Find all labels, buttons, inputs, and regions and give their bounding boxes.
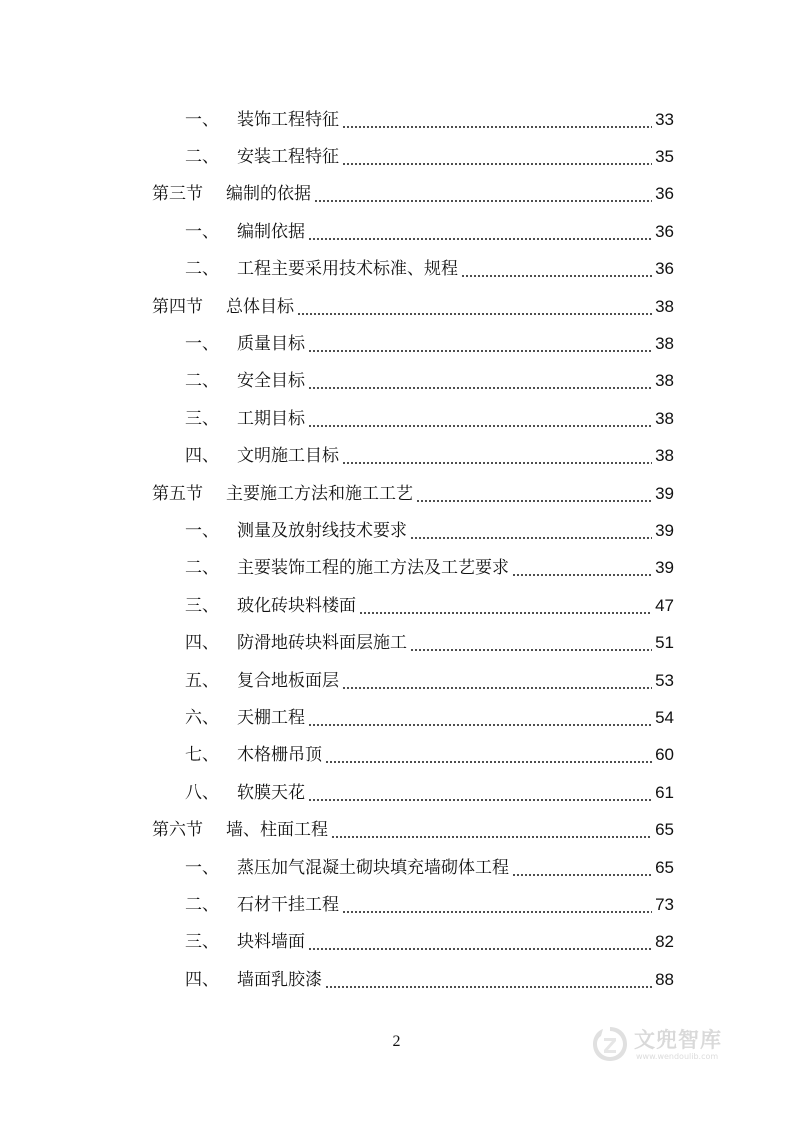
toc-entry-title: 块料墙面: [237, 932, 305, 953]
toc-entry-number: 四、: [185, 633, 219, 654]
toc-entry-title: 质量目标: [237, 334, 305, 355]
toc-entry-title: 测量及放射线技术要求: [237, 520, 407, 541]
toc-entry-number: 五、: [185, 670, 219, 691]
toc-entry-page: 38: [655, 371, 674, 391]
toc-entry[interactable]: [0, 475, 793, 512]
toc-entry-page: 53: [655, 670, 674, 690]
dot-leader: [308, 350, 652, 352]
toc-entry-page: 36: [655, 259, 674, 279]
watermark: [590, 1018, 760, 1073]
toc-entry-number: 二、: [185, 371, 219, 392]
dot-leader: [325, 761, 652, 763]
toc-entry-number: 三、: [185, 595, 219, 616]
toc-entry-title: 主要施工方法和施工工艺: [226, 483, 413, 504]
toc-entry-page: 38: [655, 446, 674, 466]
toc-entry[interactable]: [0, 849, 793, 886]
toc-entry-title: 防滑地砖块料面层施工: [237, 633, 407, 654]
toc-entry-page: 88: [655, 969, 674, 989]
toc-entry[interactable]: [0, 662, 793, 699]
toc-entry-number: 第五节: [152, 483, 203, 504]
toc-entry-title: 天棚工程: [237, 707, 305, 728]
dot-leader: [461, 275, 652, 277]
dot-leader: [410, 537, 652, 539]
toc-entry-page: 39: [655, 520, 674, 540]
table-of-contents: [0, 101, 793, 998]
toc-entry-title: 文明施工目标: [237, 446, 339, 467]
toc-entry[interactable]: [0, 325, 793, 362]
toc-entry-title: 木格栅吊顶: [237, 745, 322, 766]
toc-entry-number: 第六节: [152, 820, 203, 841]
toc-entry-page: 73: [655, 894, 674, 914]
toc-entry-number: 一、: [185, 520, 219, 541]
toc-entry-page: 36: [655, 184, 674, 204]
toc-entry[interactable]: [0, 138, 793, 175]
toc-entry-title: 总体目标: [226, 296, 294, 317]
toc-entry[interactable]: [0, 400, 793, 437]
dot-leader: [342, 687, 652, 689]
dot-leader: [416, 500, 652, 502]
toc-entry-page: 65: [655, 820, 674, 840]
toc-entry-number: 七、: [185, 745, 219, 766]
page-number: 2: [392, 1033, 401, 1050]
toc-entry[interactable]: [0, 737, 793, 774]
toc-entry-page: 38: [655, 408, 674, 428]
watermark-text: 文兜智库: [634, 1028, 722, 1052]
toc-entry[interactable]: [0, 624, 793, 661]
toc-entry-page: 39: [655, 483, 674, 503]
toc-entry[interactable]: [0, 213, 793, 250]
toc-entry-number: 一、: [185, 109, 219, 130]
toc-entry[interactable]: [0, 288, 793, 325]
toc-entry-number: 三、: [185, 408, 219, 429]
toc-entry-page: 38: [655, 296, 674, 316]
toc-entry-title: 软膜天花: [237, 782, 305, 803]
toc-entry-page: 35: [655, 147, 674, 167]
dot-leader: [359, 612, 652, 614]
toc-entry[interactable]: [0, 101, 793, 138]
toc-entry-title: 复合地板面层: [237, 670, 339, 691]
toc-entry-page: 33: [655, 109, 674, 129]
toc-entry-title: 石材干挂工程: [237, 894, 339, 915]
toc-entry-page: 65: [655, 857, 674, 877]
dot-leader: [297, 313, 652, 315]
toc-entry-number: 四、: [185, 446, 219, 467]
toc-entry-page: 36: [655, 221, 674, 241]
toc-entry-page: 60: [655, 745, 674, 765]
dot-leader: [308, 425, 652, 427]
toc-entry-number: 四、: [185, 969, 219, 990]
dot-leader: [512, 874, 652, 876]
dot-leader: [308, 387, 652, 389]
dot-leader: [512, 574, 652, 576]
toc-entry[interactable]: [0, 251, 793, 288]
toc-entry-title: 安装工程特征: [237, 147, 339, 168]
toc-entry[interactable]: [0, 699, 793, 736]
toc-entry-page: 54: [655, 707, 674, 727]
toc-entry-title: 蒸压加气混凝土砌块填充墙砌体工程: [237, 857, 509, 878]
toc-entry-title: 墙、柱面工程: [226, 820, 328, 841]
toc-entry-page: 82: [655, 932, 674, 952]
toc-entry-title: 安全目标: [237, 371, 305, 392]
toc-entry[interactable]: [0, 550, 793, 587]
toc-entry-page: 47: [655, 595, 674, 615]
dot-leader: [308, 238, 652, 240]
toc-entry-title: 编制的依据: [226, 184, 311, 205]
toc-entry-number: 二、: [185, 894, 219, 915]
toc-entry-title: 工程主要采用技术标准、规程: [237, 259, 458, 280]
toc-entry-page: 61: [655, 782, 674, 802]
toc-entry-title: 墙面乳胶漆: [237, 969, 322, 990]
toc-entry-number: 一、: [185, 334, 219, 355]
toc-entry-number: 第三节: [152, 184, 203, 205]
toc-entry[interactable]: [0, 924, 793, 961]
toc-entry-title: 编制依据: [237, 221, 305, 242]
dot-leader: [325, 986, 652, 988]
watermark-url: www.wendoulib.com: [636, 1052, 719, 1061]
toc-entry-page: 51: [655, 633, 674, 653]
dot-leader: [342, 462, 652, 464]
toc-entry-number: 一、: [185, 857, 219, 878]
toc-entry[interactable]: [0, 587, 793, 624]
toc-entry-number: 三、: [185, 932, 219, 953]
dot-leader: [308, 948, 652, 950]
toc-entry[interactable]: [0, 512, 793, 549]
dot-leader: [308, 799, 652, 801]
toc-entry-page: 39: [655, 558, 674, 578]
toc-entry[interactable]: [0, 886, 793, 923]
toc-entry[interactable]: [0, 438, 793, 475]
toc-entry-number: 八、: [185, 782, 219, 803]
watermark-logo-icon: [590, 1024, 630, 1064]
dot-leader: [314, 200, 652, 202]
toc-entry-number: 第四节: [152, 296, 203, 317]
dot-leader: [342, 163, 652, 165]
toc-entry-title: 玻化砖块料楼面: [237, 595, 356, 616]
toc-entry-number: 一、: [185, 221, 219, 242]
toc-entry[interactable]: [0, 961, 793, 998]
dot-leader: [342, 126, 652, 128]
toc-entry[interactable]: [0, 363, 793, 400]
dot-leader: [331, 836, 652, 838]
toc-entry-number: 二、: [185, 147, 219, 168]
toc-entry-number: 二、: [185, 259, 219, 280]
toc-entry-number: 六、: [185, 707, 219, 728]
toc-entry-page: 38: [655, 334, 674, 354]
toc-entry[interactable]: [0, 176, 793, 213]
toc-entry-title: 装饰工程特征: [237, 109, 339, 130]
dot-leader: [308, 724, 652, 726]
dot-leader: [410, 649, 652, 651]
toc-entry-title: 主要装饰工程的施工方法及工艺要求: [237, 558, 509, 579]
toc-entry-number: 二、: [185, 558, 219, 579]
toc-entry-title: 工期目标: [237, 408, 305, 429]
toc-entry[interactable]: [0, 774, 793, 811]
dot-leader: [342, 911, 652, 913]
toc-entry[interactable]: [0, 811, 793, 848]
